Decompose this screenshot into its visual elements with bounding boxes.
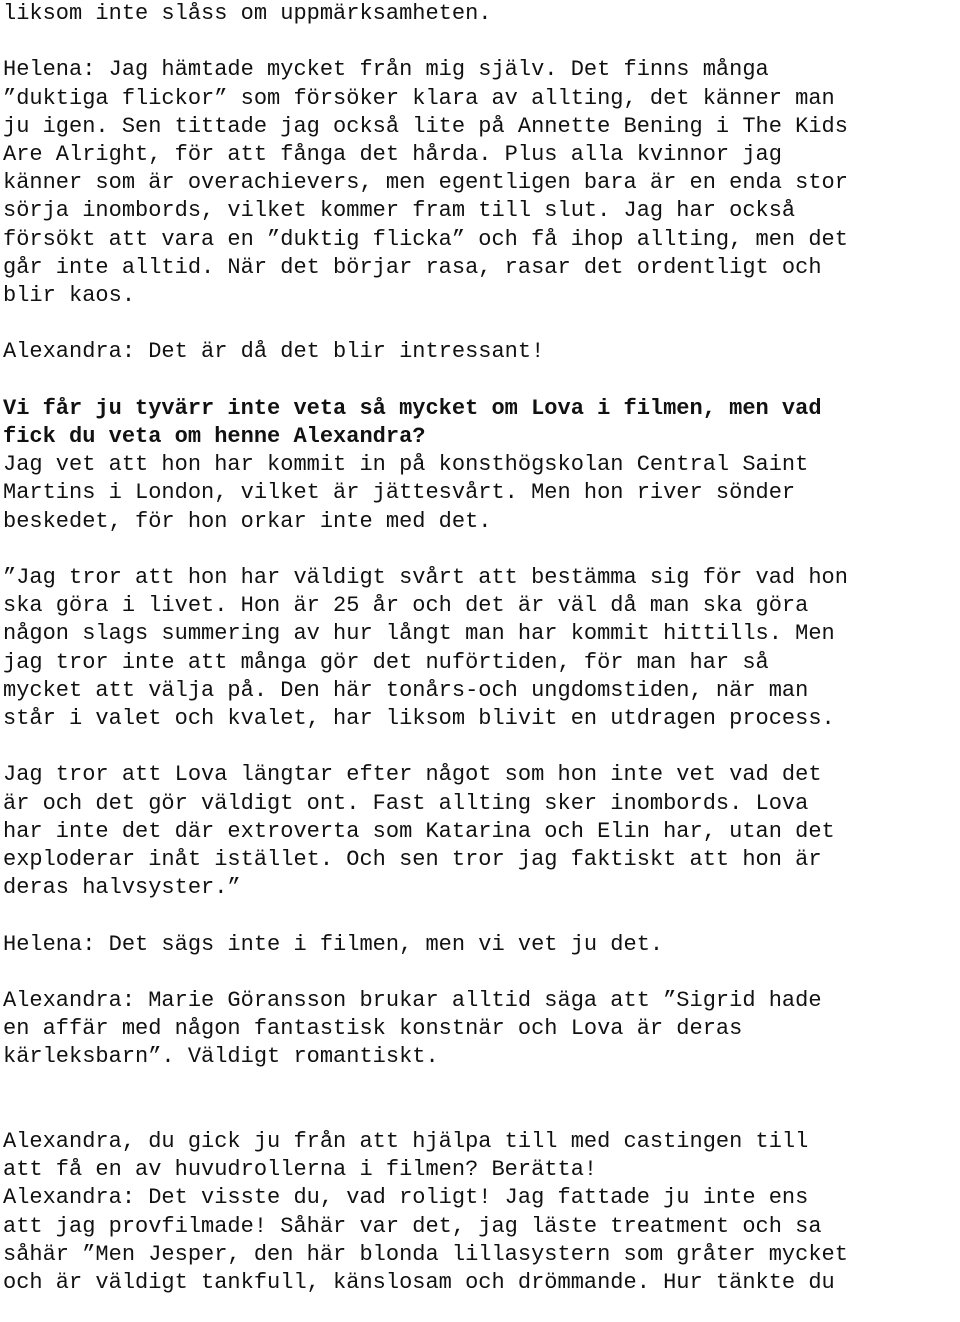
- paragraph-alexandra-reply: [3, 338, 960, 366]
- text-line: har inte det där extroverta som Katarina och Elin har, utan det: [3, 818, 835, 844]
- document-page: [3, 0, 960, 1297]
- paragraph-quote-longing: [3, 761, 960, 902]
- text-line: beskedet, för hon orkar inte med det.: [3, 508, 492, 534]
- text-line: exploderar inåt istället. Och sen tror jag faktiskt att hon är: [3, 847, 822, 873]
- text-line: Are Alright, för att fånga det hårda. Plus alla kvinnor jag: [3, 142, 782, 167]
- text-line: Vi får ju tyvärr inte veta så mycket om Lova i filmen, men vad: [3, 395, 822, 421]
- text-line: såhär ”Men Jesper, den här blonda lillasystern som gråter mycket: [3, 1241, 848, 1267]
- paragraph-spacer: [3, 367, 960, 395]
- text-line: ”duktiga flickor” som försöker klara av allting, det känner man: [3, 85, 835, 111]
- text-line: går inte alltid. När det börjar rasa, rasar det ordentligt och: [3, 254, 822, 280]
- text-line: försökt att vara en ”duktig flicka” och få ihop allting, men det: [3, 226, 848, 252]
- text-line: fick du veta om henne Alexandra?: [3, 424, 426, 449]
- paragraph-alexandra-casting: [3, 1184, 960, 1297]
- paragraph-spacer: [3, 310, 960, 338]
- paragraph-alexandra-marie: [3, 987, 960, 1072]
- text-line: Helena: Det sägs inte i filmen, men vi vet ju det.: [3, 931, 664, 957]
- text-line: Martins i London, vilket är jättesvårt. Men hon river sönder: [3, 480, 796, 506]
- text-line: Alexandra, du gick ju från att hjälpa till med castingen till: [3, 1129, 809, 1154]
- text-line: Alexandra: Det visste du, vad roligt! Jag fattade ju inte ens: [3, 1185, 809, 1211]
- paragraph-helena-answer: [3, 56, 960, 310]
- text-line: och är väldigt tankfull, känslosam och drömmande. Hur tänkte du: [3, 1270, 835, 1296]
- text-line: liksom inte slåss om uppmärksamheten.: [3, 1, 492, 26]
- text-line: en affär med någon fantastisk konstnär och Lova är deras: [3, 1016, 743, 1042]
- paragraph-spacer: [3, 733, 960, 761]
- paragraph-intro-end: [3, 0, 960, 28]
- text-line: Alexandra: Marie Göransson brukar alltid säga att ”Sigrid hade: [3, 988, 822, 1013]
- paragraph-spacer: [3, 902, 960, 930]
- interview-question-casting: [3, 1128, 960, 1184]
- paragraph-spacer-large: [3, 1072, 960, 1128]
- text-line: någon slags summering av hur långt man har kommit hittills. Men: [3, 621, 835, 647]
- text-line: kärleksbarn”. Väldigt romantiskt.: [3, 1044, 439, 1070]
- text-line: att jag provfilmade! Såhär var det, jag läste treatment och sa: [3, 1213, 822, 1239]
- text-line: att få en av huvudrollerna i filmen? Berätta!: [3, 1157, 598, 1183]
- text-line: ”Jag tror att hon har väldigt svårt att bestämma sig för vad hon: [3, 565, 848, 590]
- paragraph-spacer: [3, 959, 960, 987]
- paragraph-spacer: [3, 536, 960, 564]
- text-line: Jag tror att Lova längtar efter något som hon inte vet vad det: [3, 762, 822, 788]
- text-line: deras halvsyster.”: [3, 875, 241, 901]
- paragraph-spacer: [3, 28, 960, 56]
- text-line: jag tror inte att många gör det nuförtiden, för man har så: [3, 649, 769, 675]
- paragraph-lova-answer: [3, 451, 960, 536]
- text-line: sörja inombords, vilket kommer fram till slut. Jag har också: [3, 198, 796, 224]
- text-line: känner som är overachievers, men egentligen bara är en enda stor: [3, 170, 848, 196]
- paragraph-helena-film: [3, 931, 960, 959]
- text-line: mycket att välja på. Den här tonårs-och ungdomstiden, när man: [3, 677, 809, 703]
- text-line: ju igen. Sen tittade jag också lite på Annette Bening i The Kids: [3, 113, 848, 139]
- text-line: Helena: Jag hämtade mycket från mig själv. Det finns många: [3, 57, 769, 83]
- text-line: står i valet och kvalet, har liksom blivit en utdragen process.: [3, 706, 835, 732]
- text-line: blir kaos.: [3, 283, 136, 309]
- text-line: Jag vet att hon har kommit in på konsthögskolan Central Saint: [3, 452, 809, 478]
- text-line: Alexandra: Det är då det blir intressant!: [3, 339, 545, 365]
- paragraph-quote-life: [3, 564, 960, 733]
- text-line: är och det gör väldigt ont. Fast allting sker inombords. Lova: [3, 790, 809, 816]
- text-line: ska göra i livet. Hon är 25 år och det är väl då man ska göra: [3, 593, 809, 619]
- interview-question-lova: [3, 395, 960, 451]
